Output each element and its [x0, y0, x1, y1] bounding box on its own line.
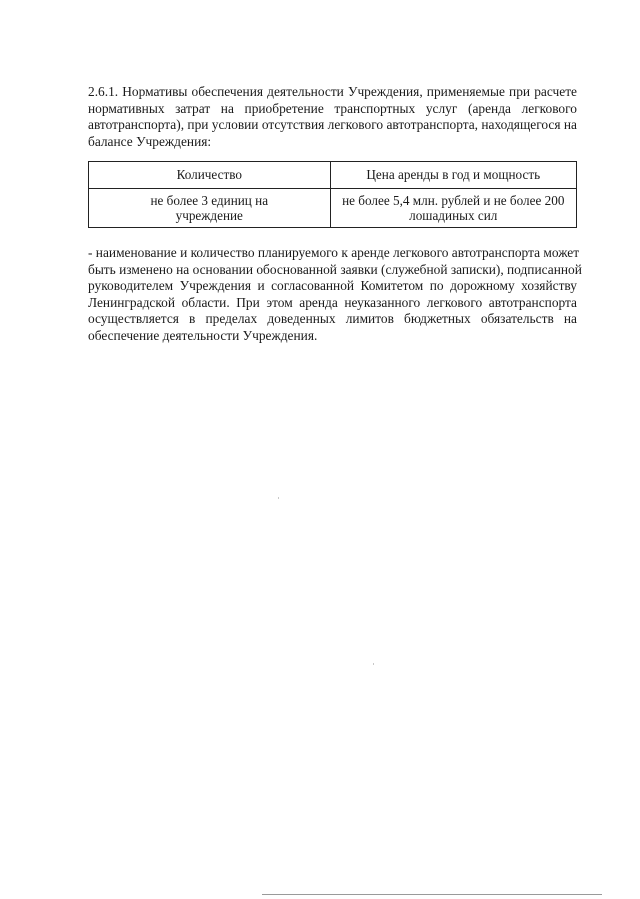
- note-line: осуществляется в пределах доведенных лимитов бюджетных обязательств на: [88, 311, 577, 327]
- cell-quantity-line: не более 3 единиц на: [150, 192, 269, 208]
- intro-line: автотранспорта), при условии отсутствия легкового автотранспорта, находящегося на: [88, 117, 577, 133]
- scan-edge-line: [262, 894, 602, 895]
- scan-speck: [373, 663, 374, 665]
- intro-paragraph: [88, 84, 577, 150]
- norms-table: [88, 161, 577, 228]
- intro-line: балансе Учреждения:: [88, 133, 212, 149]
- cell-price-line: не более 5,4 млн. рублей и не более 200: [342, 192, 565, 208]
- table-row: [89, 189, 577, 228]
- note-line: - наименование и количество планируемого к аренде легкового автотранспорта может: [88, 245, 580, 260]
- table-header-row: [89, 162, 577, 189]
- cell-quantity: [89, 189, 331, 228]
- cell-price-power: [330, 189, 576, 228]
- intro-line: 2.6.1. Нормативы обеспечения деятельности Учреждения, применяемые при расчете: [88, 84, 577, 99]
- cell-price-line: лошадиных сил: [409, 208, 498, 223]
- scan-speck: [278, 497, 279, 499]
- note-line: Ленинградской области. При этом аренда неуказанного легкового автотранспорта: [88, 294, 577, 310]
- cell-quantity-line: учреждение: [175, 208, 243, 223]
- note-line: обеспечение деятельности Учреждения.: [88, 327, 318, 343]
- note-paragraph: [88, 245, 582, 345]
- intro-line: нормативных затрат на приобретение транспортных услуг (аренда легкового: [88, 100, 577, 116]
- header-quantity: Количество: [89, 162, 331, 189]
- note-line: быть изменено на основании обоснованной заявки (служебной записки), подписанной: [88, 261, 582, 277]
- header-price-power: Цена аренды в год и мощность: [330, 162, 576, 189]
- note-line: руководителем Учреждения и согласованной Комитетом по дорожному хозяйству: [88, 278, 577, 294]
